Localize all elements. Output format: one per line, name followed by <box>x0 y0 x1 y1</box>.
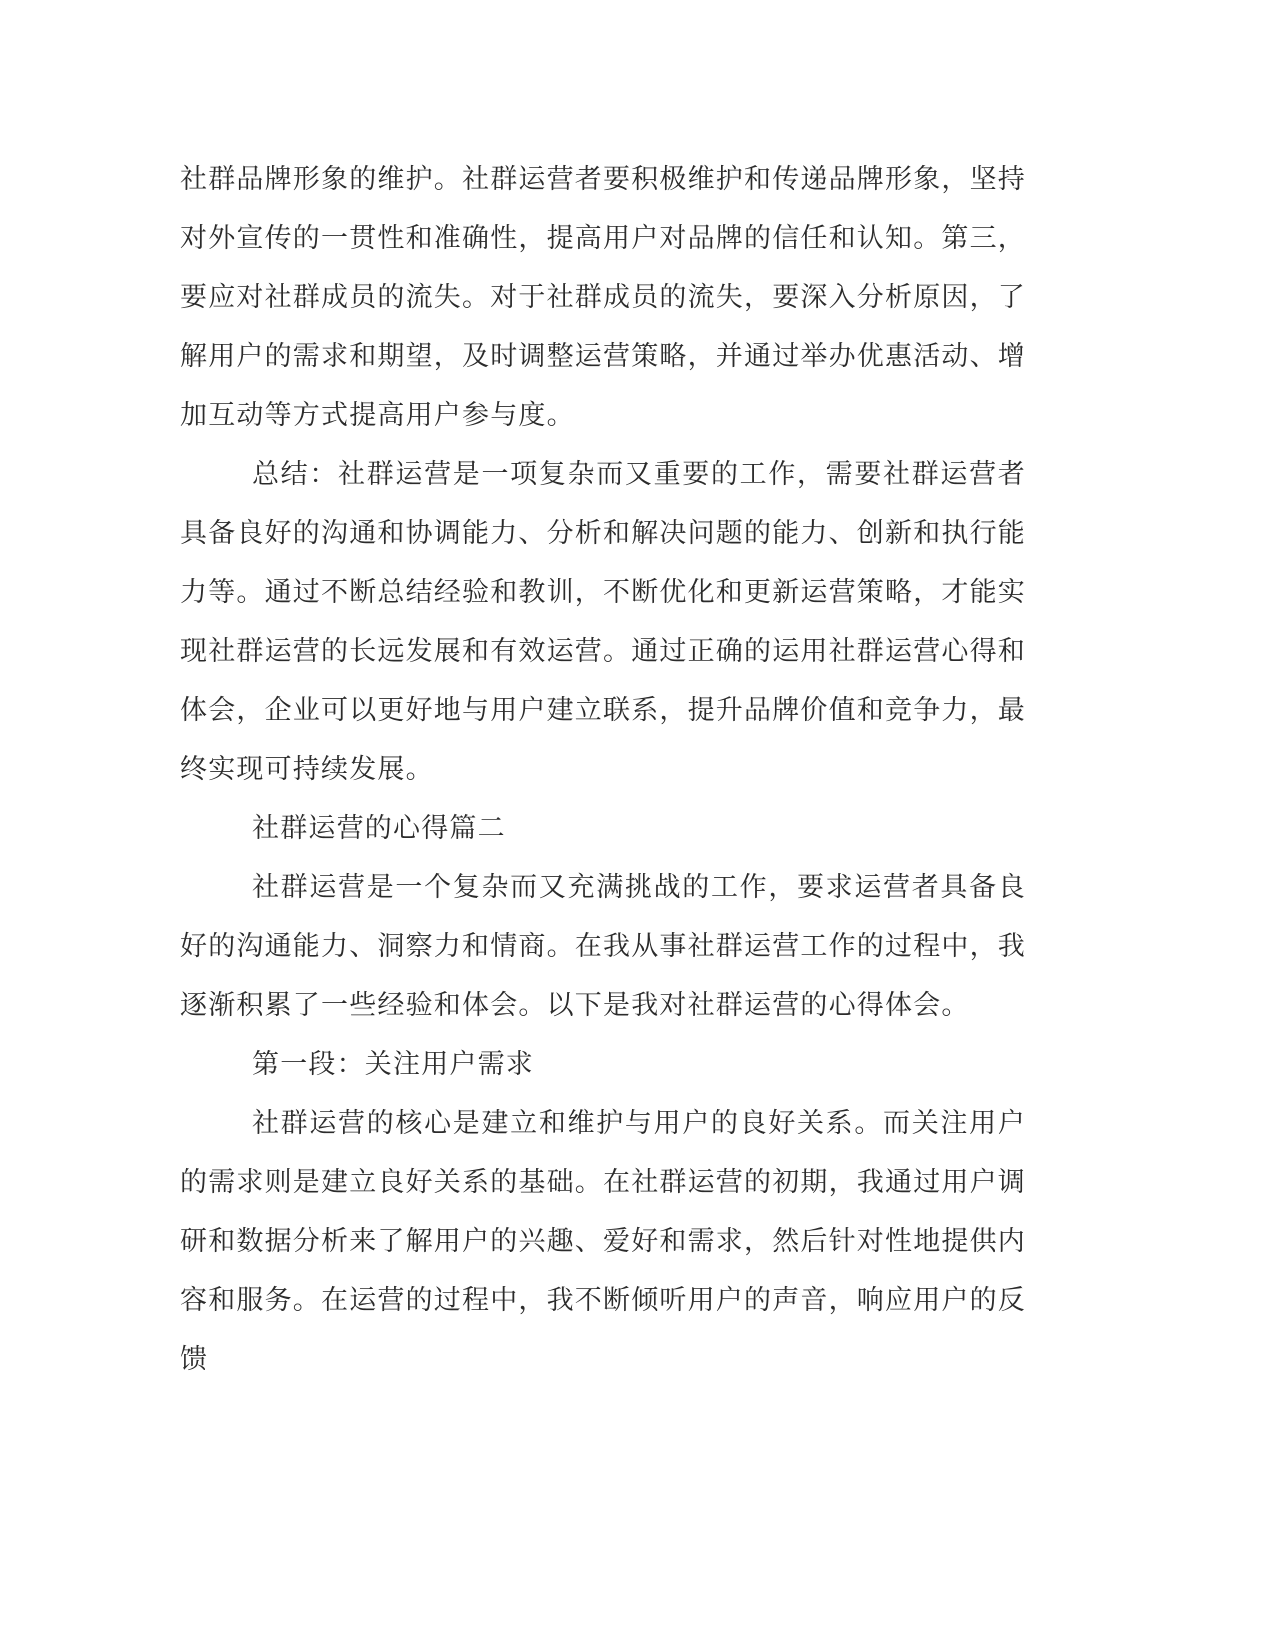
section-heading-part-two: 社群运营的心得篇二 <box>252 813 506 844</box>
section-heading-first-part: 第一段：关注用户需求 <box>252 1049 534 1080</box>
paragraph-summary: 总结：社群运营是一项复杂而又重要的工作，需要社群运营者具备良好的沟通和协调能力、分析和解决问题的能力、创新和执行能力等。通过不断总结经验和教训，不断优化和更新运营策略，才能实现社群运营的长远发展和有效运营。通过正确的运用社群运营心得和体会，企业可以更好地与用户建立联系，提升品牌价值和竞争力，最终实现可持续发展。 <box>180 459 1026 785</box>
document-body <box>180 150 1026 1389</box>
paragraph-part-two-intro: 社群运营是一个复杂而又充满挑战的工作，要求运营者具备良好的沟通能力、洞察力和情商。在我从事社群运营工作的过程中，我逐渐积累了一些经验和体会。以下是我对社群运营的心得体会。 <box>180 872 1026 1021</box>
paragraph-user-needs: 社群运营的核心是建立和维护与用户的良好关系。而关注用户的需求则是建立良好关系的基础。在社群运营的初期，我通过用户调研和数据分析来了解用户的兴趣、爱好和需求，然后针对性地提供内容和服务。在运营的过程中，我不断倾听用户的声音，响应用户的反馈 <box>180 1108 1026 1375</box>
paragraph-brand-maintenance: 社群品牌形象的维护。社群运营者要积极维护和传递品牌形象，坚持对外宣传的一贯性和准确性，提高用户对品牌的信任和认知。第三，要应对社群成员的流失。对于社群成员的流失，要深入分析原因，了解用户的需求和期望，及时调整运营策略，并通过举办优惠活动、增加互动等方式提高用户参与度。 <box>180 164 1026 431</box>
